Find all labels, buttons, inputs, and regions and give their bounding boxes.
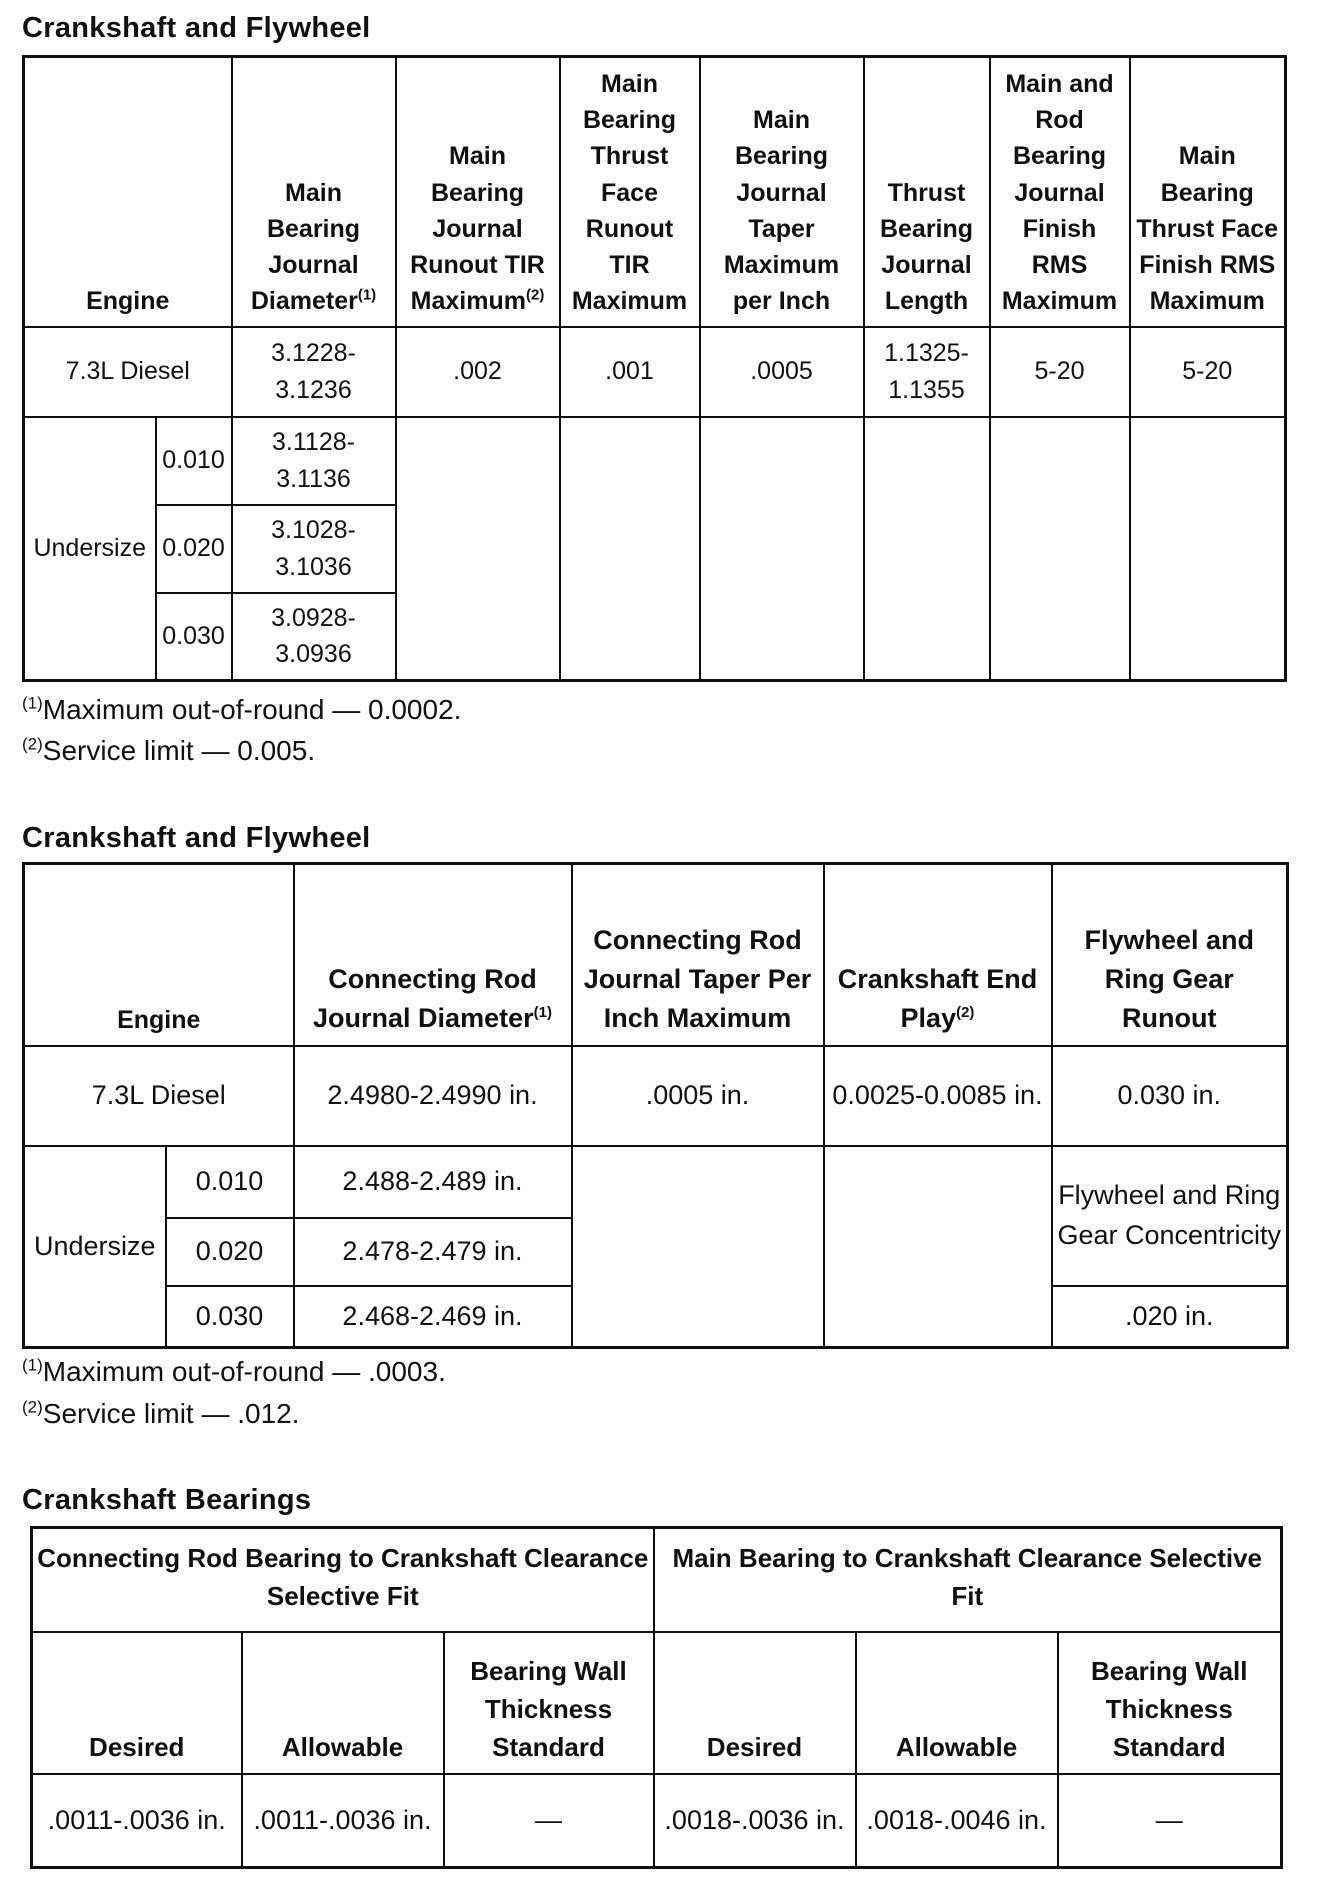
- table2-footnote-2: $^{(2)}$Service limit — .012.: [22, 1397, 300, 1429]
- end-play-cell: 0.0025-0.0085 in.: [824, 1046, 1052, 1146]
- engine-cell: 7.3L Diesel: [24, 327, 232, 417]
- header-engine: Engine: [24, 57, 232, 327]
- concentricity-label: Flywheel and Ring Gear Concentricity: [1052, 1146, 1288, 1286]
- concentricity-value: .020 in.: [1052, 1286, 1288, 1348]
- header-thrust-face-runout: Main Bearing Thrust Face Runout TIR Maximum: [560, 57, 700, 327]
- rod-desired-cell: .0011-.0036 in.: [32, 1774, 242, 1868]
- table2-title: Crankshaft and Flywheel: [22, 822, 371, 854]
- header-crankshaft-end-play: Crankshaft End Play$^{(2)}$: [824, 864, 1052, 1046]
- undersize-size: 0.030: [166, 1286, 294, 1348]
- footnote-ref-1: (1): [357, 286, 377, 304]
- main-wall-cell: —: [1058, 1774, 1282, 1868]
- blank-cell: [1130, 417, 1286, 681]
- undersize-size: 0.030: [156, 593, 232, 681]
- undersize-label: Undersize: [24, 1146, 166, 1348]
- undersize-diameter: 3.1128-3.1136: [232, 417, 396, 505]
- header-main-desired: Desired: [654, 1632, 856, 1774]
- blank-cell: [824, 1146, 1052, 1348]
- rod-diameter-cell: 2.4980-2.4990 in.: [294, 1046, 572, 1146]
- diameter-cell: 3.1228-3.1236: [232, 327, 396, 417]
- header-rod-bearing-clearance: Connecting Rod Bearing to Crankshaft Clearance Selective Fit: [32, 1528, 654, 1632]
- footnote-ref-2: (2): [956, 1004, 975, 1022]
- engine-cell: 7.3L Diesel: [24, 1046, 294, 1146]
- header-main-bearing-clearance: Main Bearing to Crankshaft Clearance Selective Fit: [654, 1528, 1282, 1632]
- undersize-diameter: 2.468-2.469 in.: [294, 1286, 572, 1348]
- table3-title: Crankshaft Bearings: [22, 1484, 312, 1516]
- rod-taper-cell: .0005 in.: [572, 1046, 824, 1146]
- header-journal-finish: Main and Rod Bearing Journal Finish RMS Maximum: [990, 57, 1130, 327]
- main-desired-cell: .0018-.0036 in.: [654, 1774, 856, 1868]
- undersize-size: 0.020: [166, 1218, 294, 1286]
- thrust-finish-cell: 5-20: [1130, 327, 1286, 417]
- blank-cell: [396, 417, 560, 681]
- taper-cell: .0005: [700, 327, 864, 417]
- footnote-ref-2: (2): [525, 286, 545, 304]
- main-allowable-cell: .0018-.0046 in.: [856, 1774, 1058, 1868]
- header-thrust-bearing-journal-length: Thrust Bearing Journal Length: [864, 57, 990, 327]
- blank-cell: [990, 417, 1130, 681]
- undersize-diameter: 3.1028-3.1036: [232, 505, 396, 593]
- thrust-length-cell: 1.1325-1.1355: [864, 327, 990, 417]
- header-main-wall-thickness: Bearing Wall Thickness Standard: [1058, 1632, 1282, 1774]
- header-connecting-rod-journal-diameter: Connecting Rod Journal Diameter$^{(1)}$: [294, 864, 572, 1046]
- journal-finish-cell: 5-20: [990, 327, 1130, 417]
- header-rod-wall-thickness: Bearing Wall Thickness Standard: [444, 1632, 654, 1774]
- thrust-runout-cell: .001: [560, 327, 700, 417]
- undersize-size: 0.010: [156, 417, 232, 505]
- runout-cell: .002: [396, 327, 560, 417]
- table2-footnote-1: $^{(1)}$Maximum out-of-round — .0003.: [22, 1355, 446, 1387]
- header-main-bearing-journal-diameter: Main Bearing Journal Diameter$^{(1)}$: [232, 57, 396, 327]
- undersize-diameter: 3.0928-3.0936: [232, 593, 396, 681]
- header-engine: Engine: [24, 864, 294, 1046]
- crankshaft-flywheel-rod-table: [22, 862, 1289, 1349]
- undersize-size: 0.010: [166, 1146, 294, 1218]
- header-rod-desired: Desired: [32, 1632, 242, 1774]
- rod-allowable-cell: .0011-.0036 in.: [242, 1774, 444, 1868]
- header-journal-taper: Main Bearing Journal Taper Maximum per Inch: [700, 57, 864, 327]
- undersize-label: Undersize: [24, 417, 156, 681]
- crankshaft-bearings-table: [30, 1526, 1283, 1869]
- header-rod-allowable: Allowable: [242, 1632, 444, 1774]
- undersize-diameter: 2.488-2.489 in.: [294, 1146, 572, 1218]
- blank-cell: [560, 417, 700, 681]
- table1-footnote-1: $^{(1)}$Maximum out-of-round — 0.0002.: [22, 693, 462, 725]
- footnote-ref-1: (1): [533, 1004, 552, 1022]
- table1-footnote-2: $^{(2)}$Service limit — 0.005.: [22, 734, 316, 766]
- header-main-bearing-journal-runout: Main Bearing Journal Runout TIR Maximum$^{(2)}$: [396, 57, 560, 327]
- crankshaft-flywheel-main-table: [22, 55, 1287, 682]
- header-thrust-face-finish: Main Bearing Thrust Face Finish RMS Maximum: [1130, 57, 1286, 327]
- header-connecting-rod-journal-taper: Connecting Rod Journal Taper Per Inch Maximum: [572, 864, 824, 1046]
- runout-cell: 0.030 in.: [1052, 1046, 1288, 1146]
- undersize-size: 0.020: [156, 505, 232, 593]
- rod-wall-cell: —: [444, 1774, 654, 1868]
- table1-title: Crankshaft and Flywheel: [22, 12, 371, 44]
- blank-cell: [572, 1146, 824, 1348]
- blank-cell: [864, 417, 990, 681]
- header-flywheel-ring-gear-runout: Flywheel and Ring Gear Runout: [1052, 864, 1288, 1046]
- header-main-allowable: Allowable: [856, 1632, 1058, 1774]
- blank-cell: [700, 417, 864, 681]
- undersize-diameter: 2.478-2.479 in.: [294, 1218, 572, 1286]
